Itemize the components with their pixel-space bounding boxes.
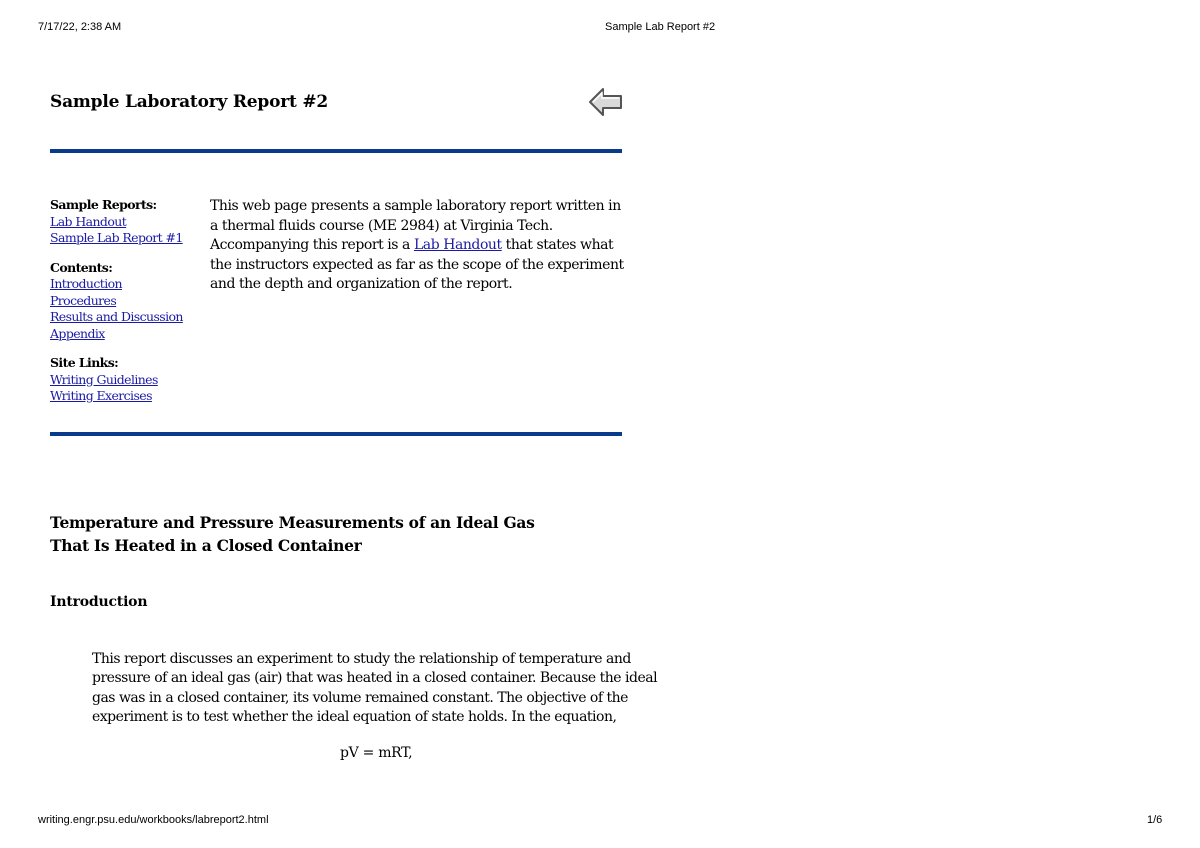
print-header-datetime: 7/17/22, 2:38 AM bbox=[38, 21, 122, 33]
page-title: Sample Laboratory Report #2 bbox=[50, 92, 329, 112]
bottom-divider bbox=[50, 432, 622, 436]
contents-heading: Contents: bbox=[50, 259, 113, 275]
intro-paragraph bbox=[210, 197, 630, 295]
intro-text-before: This web page presents a sample laboratory report written in a thermal fluids course (ME 2984) at Virginia Tech. Accompanying this report is a bbox=[210, 198, 621, 253]
writing-guidelines-link[interactable]: Writing Guidelines bbox=[50, 371, 158, 387]
report-title bbox=[50, 511, 535, 557]
ideal-gas-equation: pV = mRT, bbox=[340, 745, 413, 761]
site-links-group bbox=[50, 355, 200, 405]
contents-group bbox=[50, 260, 200, 343]
introduction-heading: Introduction bbox=[50, 594, 148, 610]
sidebar-nav bbox=[50, 197, 200, 418]
sample-lab-report-1-link[interactable]: Sample Lab Report #1 bbox=[50, 230, 183, 245]
intro-lab-handout-link[interactable]: Lab Handout bbox=[413, 237, 502, 253]
print-footer-page: 1/6 bbox=[1147, 814, 1163, 826]
report-title-line-2: That Is Heated in a Closed Container bbox=[50, 536, 362, 555]
introduction-link[interactable]: Introduction bbox=[50, 276, 122, 291]
print-header-title: Sample Lab Report #2 bbox=[605, 21, 716, 33]
report-title-line-1: Temperature and Pressure Measurements of an Ideal Gas bbox=[50, 513, 535, 532]
lab-handout-link[interactable]: Lab Handout bbox=[50, 213, 127, 229]
sample-reports-group bbox=[50, 197, 200, 247]
sample-reports-heading: Sample Reports: bbox=[50, 197, 157, 212]
appendix-link[interactable]: Appendix bbox=[50, 325, 105, 341]
print-footer-url: writing.engr.psu.edu/workbooks/labreport2.html bbox=[38, 814, 269, 826]
intro-text-after: that states what the instructors expected as far as the scope of the experiment and the depth and organization of the report. bbox=[210, 237, 624, 292]
left-arrow-icon[interactable] bbox=[588, 86, 624, 118]
site-links-heading: Site Links: bbox=[50, 355, 119, 370]
writing-exercises-link[interactable]: Writing Exercises bbox=[50, 388, 152, 403]
top-divider bbox=[50, 149, 622, 153]
introduction-paragraph: This report discusses an experiment to study the relationship of temperature and pressure of an ideal gas (air) that was heated in a closed container. Because the ideal gas was in a closed container, its volume remained constant. The objective of the experiment is to test whether the ideal equation of state holds. In the equation, bbox=[92, 651, 658, 725]
procedures-link[interactable]: Procedures bbox=[50, 292, 117, 308]
results-discussion-link[interactable]: Results and Discussion bbox=[50, 309, 183, 324]
